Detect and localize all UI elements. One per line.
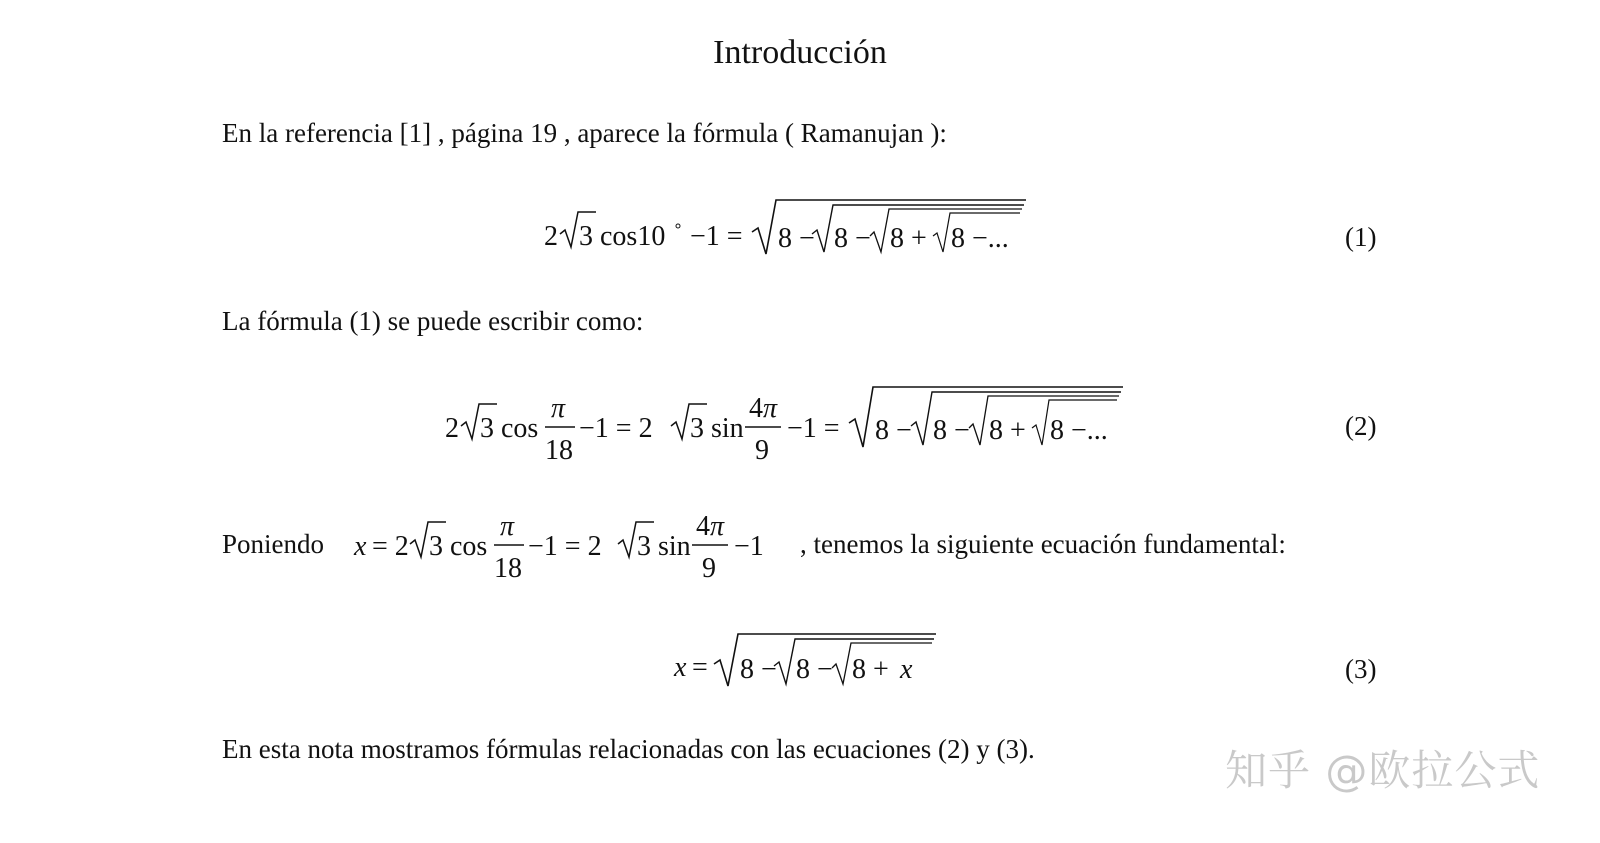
equation-2-svg <box>445 375 1145 475</box>
svg-text:cos: cos <box>450 531 488 562</box>
svg-text:=: = <box>692 652 708 683</box>
svg-text:π: π <box>500 511 515 542</box>
section-title: Introducción <box>713 34 887 71</box>
svg-text:3: 3 <box>690 413 704 444</box>
inline-definition <box>350 497 790 592</box>
svg-text:3: 3 <box>637 531 651 562</box>
paragraph-reference: En la referencia [1] , página 19 , aparece la fórmula ( Ramanujan ): <box>222 118 947 148</box>
svg-text:8 −: 8 − <box>778 223 815 254</box>
equation-1-number: (1) <box>1345 222 1377 252</box>
inline-definition-svg <box>350 497 790 592</box>
svg-text:cos10: cos10 <box>600 221 666 252</box>
svg-text:x: x <box>900 654 913 685</box>
svg-text:−1 =: −1 = <box>690 221 743 252</box>
svg-text:9: 9 <box>755 435 769 466</box>
svg-text:π: π <box>763 393 778 424</box>
svg-text:sin: sin <box>658 531 691 562</box>
svg-text:2: 2 <box>544 221 558 252</box>
svg-text:9: 9 <box>702 553 716 584</box>
svg-text:cos: cos <box>501 413 539 444</box>
equation-1 <box>540 190 1040 270</box>
svg-text:3: 3 <box>480 413 494 444</box>
svg-text:x: x <box>674 652 687 683</box>
svg-text:3: 3 <box>579 221 593 252</box>
svg-text:8 +: 8 + <box>989 415 1026 446</box>
equation-3 <box>670 626 950 706</box>
svg-text:2: 2 <box>445 413 459 444</box>
equation-3-number: (3) <box>1345 654 1377 684</box>
svg-text:8 −: 8 − <box>875 415 912 446</box>
svg-text:sin: sin <box>711 413 744 444</box>
paragraph-poniendo-start: Poniendo <box>222 529 325 559</box>
svg-text:−1 = 2: −1 = 2 <box>579 413 653 444</box>
svg-text:8 −: 8 − <box>933 415 970 446</box>
svg-text:= 2: = 2 <box>372 531 409 562</box>
watermark: 知乎 @欧拉公式 <box>1225 746 1541 795</box>
svg-text:8 +: 8 + <box>852 654 889 685</box>
svg-text:π: π <box>710 511 725 542</box>
svg-text:8 −: 8 − <box>796 654 833 685</box>
paragraph-note: En esta nota mostramos fórmulas relacionadas con las ecuaciones (2) y (3). <box>222 734 1035 764</box>
svg-text:8 −: 8 − <box>740 654 777 685</box>
svg-text:8 −: 8 − <box>834 223 871 254</box>
svg-text:−1: −1 <box>734 531 764 562</box>
equation-2 <box>445 375 1145 475</box>
paragraph-poniendo-end: , tenemos la siguiente ecuación fundamental: <box>800 529 1286 559</box>
svg-text:−1 = 2: −1 = 2 <box>528 531 602 562</box>
equation-1-svg <box>540 190 1040 270</box>
svg-text:4: 4 <box>749 393 763 424</box>
svg-text:3: 3 <box>429 531 443 562</box>
equation-3-svg <box>670 626 950 706</box>
svg-text:8 −...: 8 −... <box>1050 415 1108 446</box>
svg-text:8 −...: 8 −... <box>951 223 1009 254</box>
svg-text:8 +: 8 + <box>890 223 927 254</box>
svg-text:4: 4 <box>696 511 710 542</box>
paragraph-rewrite: La fórmula (1) se puede escribir como: <box>222 306 644 336</box>
svg-text:π: π <box>551 393 566 424</box>
svg-text:18: 18 <box>545 435 573 466</box>
svg-text:x: x <box>354 531 367 562</box>
equation-2-number: (2) <box>1345 411 1377 441</box>
svg-text:18: 18 <box>494 553 522 584</box>
svg-text:−1 =: −1 = <box>787 413 840 444</box>
